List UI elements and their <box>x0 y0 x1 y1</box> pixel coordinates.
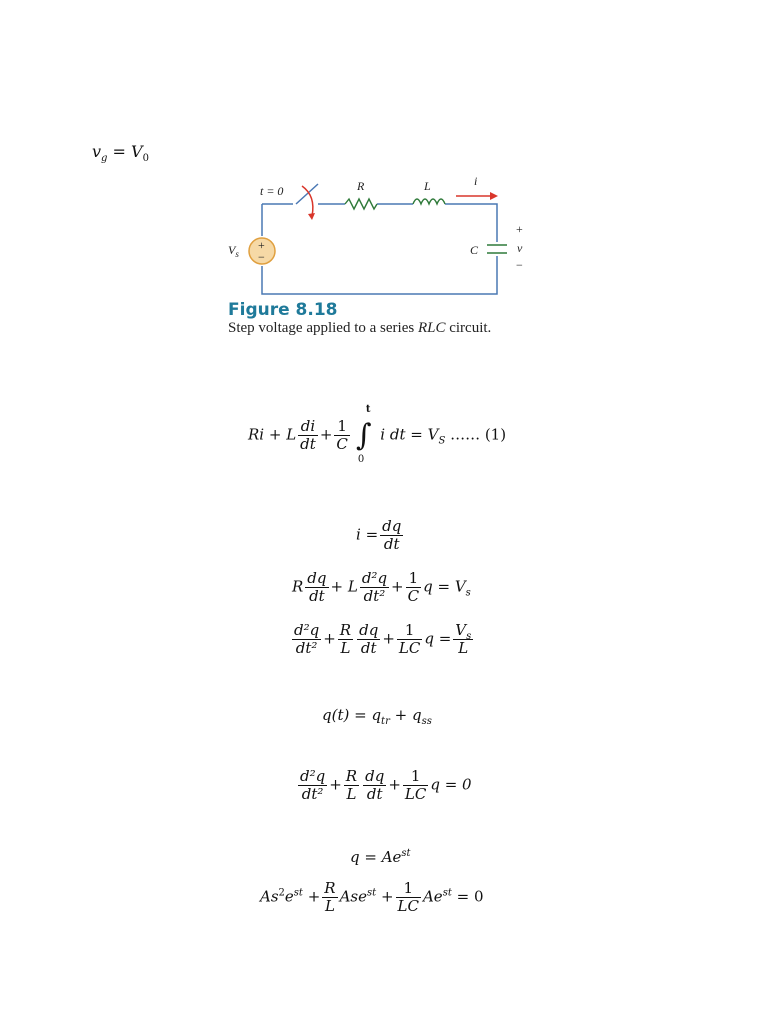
eq3-frac-2 <box>360 570 389 605</box>
source-label: $V_s$ <box>228 243 239 259</box>
fraction-di-dt <box>298 418 318 453</box>
caption-end: circuit. <box>445 320 492 336</box>
eq4-num5: V <box>455 621 467 639</box>
eq1-rhs: i dt = V <box>380 425 439 444</box>
eq8-num2: 1 <box>396 880 421 898</box>
eq8-sup-2: 2 <box>278 887 285 899</box>
eq3-plus: + <box>391 577 404 596</box>
eq4-den1: dt² <box>295 639 318 657</box>
eq4-frac-4 <box>397 622 422 657</box>
eq3-sub: s <box>465 587 471 599</box>
eq6-num4: 1 <box>403 768 428 786</box>
eq6-num1: d²q <box>300 767 326 785</box>
source-minus: − <box>258 250 265 264</box>
eq8-e: e <box>284 887 294 906</box>
equation-trial-solution <box>350 848 411 866</box>
eq8-num1: R <box>324 879 336 897</box>
sub-0: 0 <box>142 153 149 165</box>
eq6-frac-1 <box>298 768 327 803</box>
eq4-frac-1 <box>292 622 321 657</box>
circuit-wire <box>262 204 497 294</box>
eq1-term-ri-l: Ri + L <box>248 425 297 444</box>
eq3-frac-1 <box>305 570 328 605</box>
eq1-num-1: 1 <box>334 418 349 436</box>
eq4-num5-sub: s <box>466 631 472 642</box>
switch-arrowhead <box>308 213 315 220</box>
integral-sign: ∫ t 0 <box>355 404 372 465</box>
eq1-sub-s: S <box>438 435 446 447</box>
eq2-den: dt <box>383 535 400 553</box>
eq6-den4: LC <box>404 785 427 803</box>
eq4-frac-3 <box>357 622 380 657</box>
equation-charge-form <box>292 570 471 605</box>
eq8-frac-2 <box>396 880 421 915</box>
cap-plus: + <box>516 222 523 236</box>
eq5-mid: + q <box>389 706 422 724</box>
eq5-sub-ss: ss <box>421 716 432 727</box>
eq5-sub-tr: tr <box>381 716 390 727</box>
cap-minus: − <box>516 258 523 272</box>
eq4-num2: R <box>339 621 352 639</box>
eq3-den2: dt² <box>363 587 386 605</box>
eq4-q: q = <box>424 629 452 648</box>
eq6-den1: dt² <box>301 785 324 803</box>
rlc-circuit-diagram <box>220 170 540 302</box>
cap-voltage-label: v <box>517 241 523 255</box>
equation-source-voltage <box>92 142 149 165</box>
sub-g: g <box>101 153 108 165</box>
eq3-num1: dq <box>307 569 327 587</box>
eq7-text: q = Ae <box>350 848 402 866</box>
figure-caption <box>228 320 491 337</box>
equation-1 <box>248 404 507 465</box>
eq6-plus-2: + <box>388 775 401 794</box>
eq4-den4: LC <box>398 639 421 657</box>
eq2-num: dq <box>382 517 402 535</box>
eq3-plus-l: + L <box>330 577 358 596</box>
inductor-symbol <box>413 199 445 204</box>
eq6-frac-4 <box>403 768 428 803</box>
eq3-den3: C <box>407 587 420 605</box>
eq4-num3: dq <box>359 621 379 639</box>
var-v: v <box>92 142 102 161</box>
equation-solution-split <box>322 706 432 727</box>
eq1-den-dt: dt <box>300 435 316 453</box>
current-arrowhead <box>490 192 498 200</box>
switch-blade <box>296 184 318 204</box>
equation-current-def <box>356 518 405 553</box>
eq3-r: R <box>292 577 304 596</box>
eq6-frac-2 <box>344 768 359 803</box>
eq4-den5: L <box>458 639 469 657</box>
capacitor-label: C <box>470 243 479 257</box>
inductor-label: L <box>424 179 431 193</box>
eq3-den1: dt <box>309 587 325 605</box>
eq8-ase: Ase <box>339 887 368 906</box>
caption-rlc: RLC <box>417 320 446 336</box>
eq8-sup-st-2: st <box>367 887 377 899</box>
eq8-plus-1: + <box>302 887 321 906</box>
resistor-symbol <box>345 199 377 209</box>
fraction-1-c <box>334 418 349 453</box>
switch-label: t = 0 <box>260 184 284 198</box>
eq3-num3: 1 <box>406 570 421 588</box>
integral-lower-limit: 0 <box>357 454 365 465</box>
eq4-den2: L <box>340 639 351 657</box>
eq7-sup: st <box>401 848 411 859</box>
eq1-den-c: C <box>336 435 348 453</box>
eq6-den3: dt <box>366 785 383 803</box>
eq8-plus-2: + <box>376 887 394 906</box>
integral-upper-limit: t <box>365 404 371 415</box>
current-label: i <box>474 174 478 188</box>
resistor-label: R <box>357 179 365 193</box>
eq8-sup-st-1: st <box>293 887 303 899</box>
eq8-tail: = 0 <box>451 887 484 906</box>
eq8-as: As <box>260 887 279 906</box>
equation-homogeneous <box>296 768 472 803</box>
source-plus: + <box>258 238 265 252</box>
eq6-num3: dq <box>365 767 385 785</box>
equation-normalized <box>290 622 475 657</box>
var-V: V <box>131 142 143 161</box>
eq4-frac-5 <box>453 622 473 657</box>
equals-sign: = <box>112 142 126 161</box>
eq4-plus-1: + <box>323 629 336 648</box>
caption-text: Step voltage applied to a series <box>228 320 418 336</box>
eq6-plus-1: + <box>329 775 342 794</box>
eq1-label: …… (1) <box>445 425 507 444</box>
eq4-num4: 1 <box>397 622 422 640</box>
eq1-num-di: di <box>298 418 318 436</box>
eq8-sup-st-3: st <box>442 887 452 899</box>
eq6-den2: L <box>346 785 357 803</box>
eq8-den2: LC <box>397 897 419 915</box>
eq3-rhs: q = V <box>423 577 466 596</box>
eq4-plus-2: + <box>382 629 395 648</box>
eq6-tail: q = 0 <box>430 775 472 794</box>
eq3-num2: d²q <box>361 569 388 587</box>
eq6-num2: R <box>345 767 358 785</box>
eq4-den3: dt <box>360 639 377 657</box>
eq2-lhs: i = <box>356 525 379 544</box>
fraction-dq-dt <box>380 518 403 553</box>
eq4-num1: d²q <box>294 621 320 639</box>
eq5-text: q(t) = q <box>322 706 382 724</box>
eq8-frac-1 <box>322 880 337 915</box>
figure-label: Figure 8.18 <box>228 300 338 320</box>
eq8-den1: L <box>324 897 335 915</box>
equation-substituted <box>260 880 484 915</box>
eq3-frac-3 <box>406 570 421 605</box>
eq6-frac-3 <box>363 768 386 803</box>
eq8-ae: Ae <box>422 887 443 906</box>
eq4-frac-2 <box>338 622 353 657</box>
eq1-plus: + <box>319 425 333 444</box>
